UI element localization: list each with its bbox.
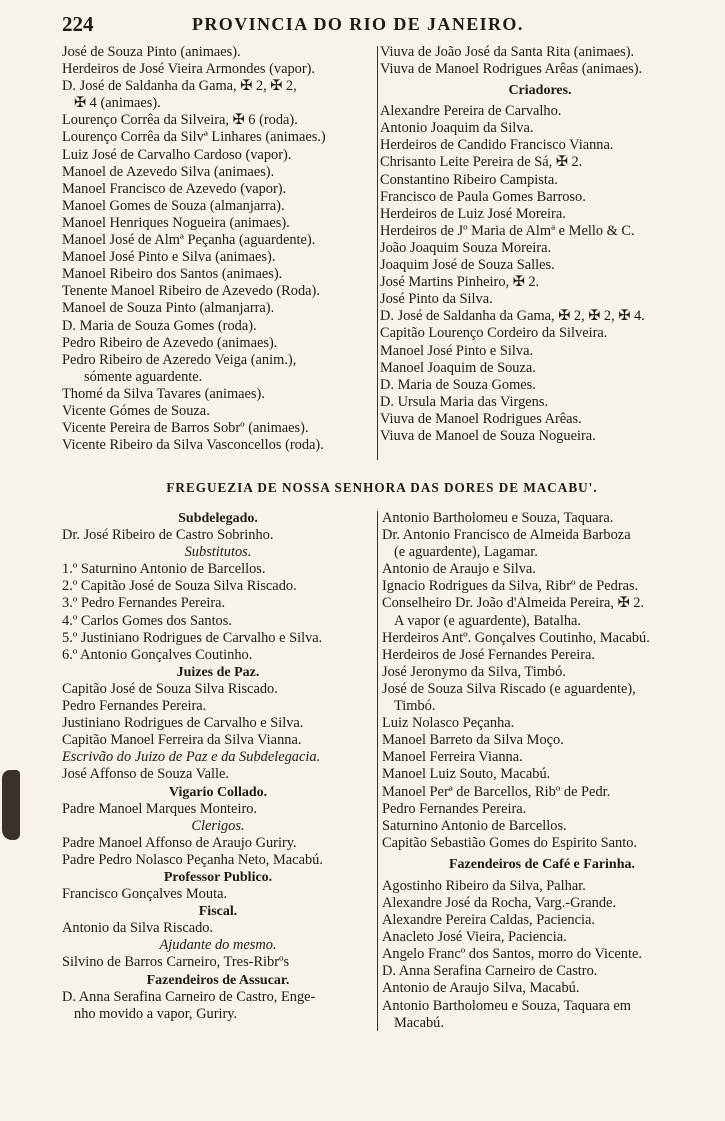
- list-item: 3.º Pedro Fernandes Pereira.: [62, 595, 226, 612]
- list-item: Herdeiros de José Vieira Armondes (vapor).: [62, 61, 316, 78]
- list-item: Capitão José de Souza Silva Riscado.: [62, 680, 278, 697]
- list-item: Padre Pedro Nolasco Peçanha Neto, Macabú.: [62, 851, 323, 868]
- list-item: Capitão Manoel Ferreira da Silva Vianna.: [62, 732, 302, 749]
- assucar-heading: Fazendeiros de Assucar.: [146, 972, 290, 988]
- list-item: José Pinto da Silva.: [380, 291, 493, 308]
- list-item: sómente aguardente.: [84, 368, 203, 385]
- list-item: Manoel José Pinto e Silva.: [380, 342, 534, 359]
- vigario-name: Padre Manoel Marques Monteiro.: [62, 800, 258, 817]
- list-item: Manoel Luiz Souto, Macabú.: [382, 766, 551, 783]
- list-item: 2.º Capitão José de Souza Silva Riscado.: [62, 578, 297, 595]
- list-item: Herdeiros Antº. Gonçalves Coutinho, Macabú.: [382, 629, 650, 646]
- list-item: D. José de Saldanha da Gama, ✠ 2, ✠ 2, ✠ 4.: [380, 308, 645, 325]
- list-item: Manoel José de Almª Peçanha (aguardente).: [62, 232, 316, 249]
- substitutos-heading: Substitutos.: [184, 544, 252, 561]
- list-item: Manoel Gomes de Souza (almanjarra).: [62, 197, 285, 214]
- list-item: Manoel Barreto da Silva Moço.: [382, 732, 564, 749]
- ajudante-name: Silvino de Barros Carneiro, Tres-Ribrºs: [62, 954, 290, 971]
- list-item: Manoel José Pinto e Silva (animaes).: [62, 249, 276, 266]
- list-item: Vicente Ribeiro da Silva Vasconcellos (roda).: [62, 437, 324, 454]
- escrivao-name: José Affonso de Souza Valle.: [62, 766, 229, 783]
- list-item: Viuva de João José da Santa Rita (animaes).: [380, 44, 635, 60]
- list-item: Thomé da Silva Tavares (animaes).: [62, 385, 265, 402]
- professor-name: Francisco Gonçalves Mouta.: [62, 886, 228, 903]
- list-item: Capitão Sebastião Gomes do Espirito Santo.: [382, 834, 638, 851]
- professor-heading: Professor Publico.: [163, 869, 273, 885]
- list-item: Antonio Bartholomeu e Souza, Taquara em: [382, 997, 631, 1014]
- list-item: (e aguardente), Lagamar.: [394, 544, 538, 561]
- subdelegado-name: Dr. José Ribeiro de Castro Sobrinho.: [62, 527, 274, 544]
- list-item: Herdeiros de Jº Maria de Almª e Mello & C.: [380, 222, 635, 239]
- list-item: Pedro Ribeiro de Azevedo (animaes).: [62, 334, 278, 351]
- list-item: Antonio Bartholomeu e Souza, Taquara.: [382, 510, 614, 526]
- list-item: Alexandre Pereira Caldas, Paciencia.: [382, 912, 595, 929]
- list-item: nho movido a vapor, Guriry.: [74, 1005, 238, 1022]
- section1-right-column: [380, 44, 700, 445]
- list-item: Manoel de Azevedo Silva (animaes).: [62, 163, 275, 180]
- list-item: Chrisanto Leite Pereira de Sá, ✠ 2.: [380, 154, 583, 171]
- list-item: Manoel Ferreira Vianna.: [382, 749, 523, 766]
- list-item: Alexandre Pereira de Carvalho.: [380, 103, 562, 120]
- list-item: Tenente Manoel Ribeiro de Azevedo (Roda).: [62, 283, 320, 300]
- list-item: 6.º Antonio Gonçalves Coutinho.: [62, 646, 253, 663]
- list-item: Dr. Antonio Francisco de Almeida Barboza: [382, 527, 631, 544]
- list-item: Macabú.: [394, 1014, 444, 1031]
- list-item: Vicente Pereira de Barros Sobrº (animaes).: [62, 420, 309, 437]
- section2-left-column: [62, 510, 374, 1023]
- list-item: Francisco de Paula Gomes Barroso.: [380, 188, 586, 205]
- list-item: D. Anna Serafina Carneiro de Castro.: [382, 963, 598, 980]
- list-item: Luiz José de Carvalho Cardoso (vapor).: [62, 146, 292, 163]
- list-item: Pedro Ribeiro de Azeredo Veiga (anim.),: [62, 351, 297, 368]
- page-header: [62, 12, 702, 42]
- list-item: Manoel Henriques Nogueira (animaes).: [62, 214, 290, 231]
- list-item: Padre Manoel Affonso de Araujo Guriry.: [62, 834, 297, 851]
- list-item: Viuva de Manoel de Souza Nogueira.: [380, 427, 596, 444]
- list-item: 4.º Carlos Gomes dos Santos.: [62, 612, 232, 629]
- list-item: Herdeiros de Candido Francisco Vianna.: [380, 137, 614, 154]
- list-item: 5.º Justiniano Rodrigues de Carvalho e Silva.: [62, 629, 323, 646]
- list-item: Pedro Fernandes Pereira.: [382, 800, 527, 817]
- freguezia-title: FREGUEZIA DE NOSSA SENHORA DAS DORES DE MACABU'.: [166, 480, 598, 495]
- criadores-heading: Criadores.: [508, 83, 572, 99]
- list-item: D. Maria de Souza Gomes.: [380, 376, 536, 393]
- fiscal-heading: Fiscal.: [198, 904, 238, 920]
- list-item: Saturnino Antonio de Barcellos.: [382, 817, 567, 834]
- list-item: Timbó.: [394, 698, 436, 715]
- list-item: Manoel Joaquim de Souza.: [380, 359, 536, 376]
- list-item: Pedro Fernandes Pereira.: [62, 698, 207, 715]
- list-item: Herdeiros de José Fernandes Pereira.: [382, 646, 595, 663]
- list-item: José Jeronymo da Silva, Timbó.: [382, 663, 566, 680]
- column-divider: [377, 511, 378, 1031]
- list-item: ✠ 4 (animaes).: [74, 95, 161, 112]
- list-item: D. Anna Serafina Carneiro de Castro, Enge-: [62, 988, 316, 1005]
- subdelegado-heading: Subdelegado.: [178, 511, 258, 526]
- list-item: Joaquim José de Souza Salles.: [380, 257, 555, 274]
- list-item: Manoel de Souza Pinto (almanjarra).: [62, 300, 275, 317]
- list-item: Angelo Francº dos Santos, morro do Vicente.: [382, 946, 642, 963]
- list-item: José Martins Pinheiro, ✠ 2.: [380, 274, 540, 291]
- list-item: Vicente Gómes de Souza.: [62, 402, 210, 419]
- list-item: Alexandre José da Rocha, Varg.-Grande.: [382, 894, 617, 911]
- list-item: Manoel Perª de Barcellos, Ribº de Pedr.: [382, 783, 611, 800]
- list-item: Lourenço Corrêa da Silveira, ✠ 6 (roda).: [62, 112, 298, 129]
- list-item: Antonio de Araujo e Silva.: [382, 561, 536, 578]
- list-item: Luiz Nolasco Peçanha.: [382, 715, 515, 732]
- list-item: Lourenço Corrêa da Silvª Linhares (animaes.): [62, 129, 326, 146]
- list-item: José de Souza Pinto (animaes).: [62, 44, 241, 60]
- list-item: Viuva de Manoel Rodrigues Arêas.: [380, 410, 582, 427]
- list-item: Conselheiro Dr. João d'Almeida Pereira, ✠ 2.: [382, 595, 645, 612]
- cafe-heading: Fazendeiros de Café e Farinha.: [449, 856, 635, 872]
- list-item: Constantino Ribeiro Campista.: [380, 171, 558, 188]
- list-item: Justiniano Rodrigues de Carvalho e Silva.: [62, 715, 304, 732]
- list-item: João Joaquim Souza Moreira.: [380, 239, 552, 256]
- list-item: D. José de Saldanha da Gama, ✠ 2, ✠ 2,: [62, 78, 297, 95]
- list-item: Antonio Joaquim da Silva.: [380, 120, 534, 137]
- list-item: Viuva de Manoel Rodrigues Arêas (animaes).: [380, 61, 643, 78]
- list-item: D. Ursula Maria das Virgens.: [380, 393, 549, 410]
- list-item: Anacleto José Vieira, Paciencia.: [382, 929, 567, 946]
- list-item: Herdeiros de Luiz José Moreira.: [380, 205, 566, 222]
- list-item: A vapor (e aguardente), Batalha.: [394, 612, 581, 629]
- list-item: José de Souza Silva Riscado (e aguardente),: [382, 680, 636, 697]
- page-title: PROVINCIA DO RIO DE JANEIRO.: [192, 14, 524, 34]
- list-item: D. Maria de Souza Gomes (roda).: [62, 317, 257, 334]
- section2-right-column: [382, 510, 702, 1032]
- list-item: Ignacio Rodrigues da Silva, Ribrº de Pedras.: [382, 578, 639, 595]
- column-divider: [377, 46, 378, 460]
- juizes-heading: Juizes de Paz.: [176, 664, 260, 680]
- vigario-heading: Vigario Collado.: [168, 784, 268, 800]
- escrivao-heading: Escrivão do Juizo de Paz e da Subdelegacia.: [62, 749, 321, 766]
- ink-blot: [2, 770, 20, 840]
- list-item: Capitão Lourenço Cordeiro da Silveira.: [380, 325, 608, 342]
- ajudante-heading: Ajudante do mesmo.: [159, 937, 277, 954]
- list-item: 1.º Saturnino Antonio de Barcellos.: [62, 561, 266, 578]
- list-item: Manoel Francisco de Azevedo (vapor).: [62, 180, 287, 197]
- fiscal-name: Antonio da Silva Riscado.: [62, 920, 214, 937]
- clerigos-heading: Clerigos.: [191, 817, 245, 834]
- list-item: Antonio de Araujo Silva, Macabú.: [382, 980, 580, 997]
- section1-left-column: [62, 44, 376, 454]
- list-item: Agostinho Ribeiro da Silva, Palhar.: [382, 877, 586, 894]
- page-number: 224: [62, 12, 94, 36]
- list-item: Manoel Ribeiro dos Santos (animaes).: [62, 266, 283, 283]
